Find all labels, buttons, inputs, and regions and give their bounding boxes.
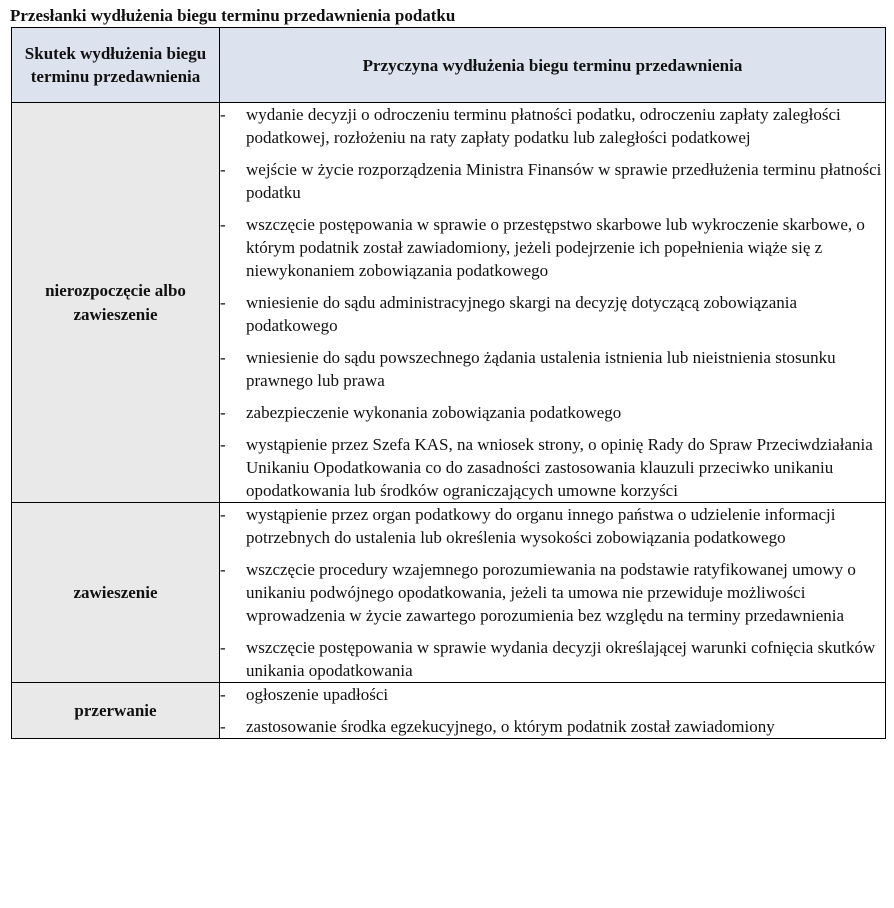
dash-bullet: -	[220, 348, 226, 367]
reason-item	[220, 636, 885, 682]
reason-text: wszczęcie postępowania w sprawie wydania decyzji określającej warunki cofnięcia skutków unikania opodatkowania	[246, 638, 876, 680]
reason-text: wniesienie do sądu powszechnego żądania ustalenia istnienia lub nieistnienia stosunku prawnego lub prawa	[246, 348, 836, 390]
reason-item	[220, 433, 885, 502]
reason-text: wystąpienie przez organ podatkowy do organu innego państwa o udzielenie informacji potrzebnych do ustalenia lub określenia wysokości zobowiązania podatkowego	[246, 505, 836, 547]
reason-item	[220, 158, 885, 204]
effect-cell: zawieszenie	[12, 503, 220, 683]
dash-bullet: -	[220, 403, 226, 422]
reason-text: wydanie decyzji o odroczeniu terminu płatności podatku, odroczeniu zapłaty zaległości podatkowej, rozłożeniu na raty zapłaty podatku lub zaległości podatkowej	[246, 105, 841, 147]
reason-list	[220, 503, 885, 682]
reason-item	[220, 683, 885, 706]
reasons-cell	[220, 103, 886, 503]
dash-bullet: -	[220, 505, 226, 524]
reason-item	[220, 291, 885, 337]
header-row	[12, 28, 886, 103]
reason-item	[220, 103, 885, 149]
reason-item	[220, 503, 885, 549]
reason-text: zabezpieczenie wykonania zobowiązania podatkowego	[246, 403, 622, 422]
reason-list	[220, 103, 885, 502]
reason-text: wniesienie do sądu administracyjnego skargi na decyzję dotyczącą zobowiązania podatkowego	[246, 293, 798, 335]
effect-cell: nierozpoczęcie albo zawieszenie	[12, 103, 220, 503]
reason-text: zastosowanie środka egzekucyjnego, o którym podatnik został zawiadomiony	[246, 717, 775, 736]
reason-item	[220, 401, 885, 424]
reasons-cell	[220, 683, 886, 739]
dash-bullet: -	[220, 717, 226, 736]
dash-bullet: -	[220, 638, 226, 657]
table-row	[12, 683, 886, 739]
reason-list	[220, 683, 885, 738]
dash-bullet: -	[220, 560, 226, 579]
reason-item	[220, 213, 885, 282]
reason-item	[220, 558, 885, 627]
dash-bullet: -	[220, 215, 226, 234]
reason-text: ogłoszenie upadłości	[246, 685, 389, 704]
dash-bullet: -	[220, 293, 226, 312]
dash-bullet: -	[220, 685, 226, 704]
header-effect: Skutek wydłużenia biegu terminu przedawnienia	[12, 28, 220, 103]
dash-bullet: -	[220, 105, 226, 124]
reason-item	[220, 346, 885, 392]
table-row	[12, 503, 886, 683]
reasons-cell	[220, 503, 886, 683]
reason-text: wystąpienie przez Szefa KAS, na wniosek strony, o opinię Rady do Spraw Przeciwdziałania Unikaniu Opodatkowania co do zasadności zastosowania klauzuli przeciwko unikaniu opodatkowania lub środków ograniczających umowne korzyści	[246, 435, 873, 500]
effect-cell: przerwanie	[12, 683, 220, 739]
reason-item	[220, 715, 885, 738]
dash-bullet: -	[220, 435, 226, 454]
reason-text: wszczęcie postępowania w sprawie o przestępstwo skarbowe lub wykroczenie skarbowe, o którym podatnik został zawiadomiony, jeżeli podejrzenie ich popełnienia wiąże się z niewykonaniem zobowiązania podatkowego	[246, 215, 865, 280]
table-row	[12, 103, 886, 503]
statute-table	[11, 27, 886, 739]
reason-text: wejście w życie rozporządzenia Ministra Finansów w sprawie przedłużenia terminu płatności podatku	[246, 160, 882, 202]
page-title: Przesłanki wydłużenia biegu terminu przedawnienia podatku	[10, 6, 456, 25]
dash-bullet: -	[220, 160, 226, 179]
reason-text: wszczęcie procedury wzajemnego porozumiewania na podstawie ratyfikowanej umowy o unikaniu podwójnego opodatkowania, jeżeli ta umowa nie przewiduje możliwości wprowadzenia w życie zawartego porozumienia bez względu na terminy przedawnienia	[246, 560, 856, 625]
header-reason: Przyczyna wydłużenia biegu terminu przedawnienia	[220, 28, 886, 103]
